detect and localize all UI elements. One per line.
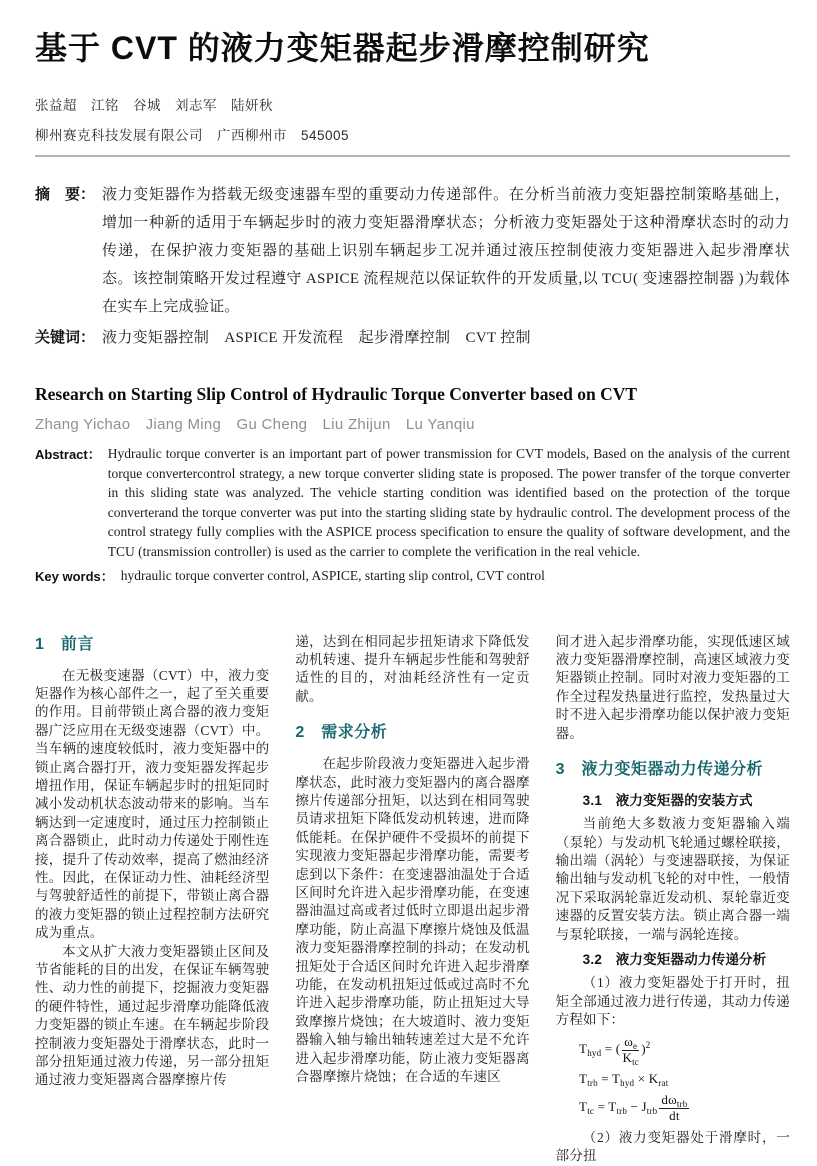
formula-rhs-sub: trb — [646, 1106, 658, 1117]
numerator-sub: e — [633, 1041, 638, 1052]
formula-lhs: T — [579, 1099, 588, 1115]
formula-power: 2 — [645, 1040, 651, 1051]
formula-lhs: T — [579, 1041, 588, 1057]
formula-turbine-torque — [579, 1071, 790, 1087]
formula-eq: = ( — [604, 1041, 621, 1057]
numerator-sub: trb — [676, 1099, 688, 1110]
english-title: Research on Starting Slip Control of Hydraulic Torque Converter based on CVT — [35, 384, 638, 404]
paragraph: 本文从扩大液力变矩器锁止区间及节省能耗的目的出发，在保证车辆驾驶性、动力性的前提下，挖掘液力变矩器的硬件特性，通过起步滑摩功能降低液力变矩器的锁止车速。在车辆起步阶段控制液力变矩器处于滑摩状态，此时一部分扭矩通过液力传递，另一部分扭矩通过液力变矩器离合器摩擦片传 — [35, 943, 270, 1088]
abstract-cn-label: 摘 要： — [35, 186, 96, 203]
fraction-numerator — [659, 1093, 689, 1108]
fraction-numerator — [622, 1035, 639, 1050]
abstract-en-row — [35, 444, 790, 561]
paragraph: （1）液力变矩器处于打开时，扭矩全部通过液力进行传递，其动力传递方程如下： — [555, 975, 790, 1028]
denominator-sub: tc — [632, 1056, 640, 1067]
abstract-cn-block — [35, 181, 790, 321]
formula-lhs: T — [579, 1071, 588, 1087]
paragraph: 在起步阶段液力变矩器进入起步滑摩状态，此时液力变矩器内的离合器摩擦片传递部分扭矩，以达到在相同驾驶员请求扭矩下降低发动机转速，进而降低能耗。在保护硬件不受损坏的前提下实现液力变矩器起步滑摩功能，需要考虑到以下条件：在变速器油温处于合适区间时允许进入起步滑摩功能，在变速器油温过高或者过低时立即退出起步滑摩功能，防止高温下摩擦片烧蚀及低温液力变矩器滑摩控制的抖动；在发动机扭矩处于合适区间时允许进入起步滑摩功能，在发动机扭矩过低或过高时不允许进入起步滑摩功能，防止扭矩过大导致摩擦片烧蚀；在大坡道时、液力变矩器输入轴与输出轴转速差过大是不允许进入起步滑摩功能，防止液力变矩器离合器摩擦片烧蚀；在合适的车速区 — [295, 756, 530, 1085]
paragraph-continuation: 递，达到在相同起步扭矩请求下降低发动机转速、提升车辆起步性能和驾驶舒适性的目的，对油耗经济性有一定贡献。 — [295, 633, 530, 704]
formula-converter-torque — [579, 1093, 790, 1123]
formula-rhs-sub: rat — [658, 1078, 669, 1089]
paragraph: 在无极变速器（CVT）中，液力变矩器作为核心部件之一，起了至关重要的作用。目前带锁止离合器的液力变矩器广泛应用在无级变速器（CVT）中。当车辆的速度较低时，液力变矩器中的锁止离合器打开，液力变矩器发挥起步增扭作用，保证车辆起步时的扭矩同时减小发动机状态波动带来的影响。当车辆达到一定速度时，通过压力控制锁止离合器锁止，此时动力传递处于刚性连接，提升了传动效率，提高了燃油经济性。因此，在保证动力性、油耗经济型与驾驶舒适性的前提下，带锁止离合器的液力变矩器的锁止过程控制方法研究成为重点。 — [35, 667, 270, 941]
formula-hydraulic-torque — [579, 1035, 790, 1065]
english-authors: Zhang Yichao Jiang Ming Gu Cheng Liu Zhijun Lu Yanqiu — [35, 416, 475, 433]
formula-lhs-sub: hyd — [587, 1048, 602, 1059]
keywords-en-label: Key words： — [35, 569, 114, 584]
denominator-base: K — [622, 1049, 633, 1065]
formula-mid-sub: trb — [616, 1106, 628, 1117]
keywords-cn-text: 液力变矩器控制 ASPICE 开发流程 起步滑摩控制 CVT 控制 — [102, 330, 531, 346]
formula-mid-sub: hyd — [620, 1078, 635, 1089]
paragraph: （2）液力变矩器处于滑摩时，一部分扭 — [555, 1129, 790, 1164]
paragraph-continuation: 间才进入起步滑摩功能，实现低速区域液力变矩器滑摩控制，高速区域液力变矩器锁止控制。同时对液力变矩器的工作全过程发热量进行监控，发热量过大时不进入起步滑摩功能以保护液力变矩器。 — [555, 633, 790, 741]
keywords-cn-label: 关键词： — [35, 329, 96, 346]
affiliation-line: 柳州赛克科技发展有限公司 广西柳州市 545005 — [35, 128, 350, 143]
page-title: 基于 CVT 的液力变矩器起步滑摩控制研究 — [35, 30, 650, 66]
formula-lhs-sub: tc — [587, 1106, 595, 1117]
formula-lhs-sub: trb — [587, 1078, 598, 1089]
abstract-en-text: Hydraulic torque converter is an important part of power transmission for CVT models, Based on the analysis of the current torque convertercontrol strategy, a new torque converter sliding state is proposed. The power transfer of the torque converter in this sliding state was analyzed. The vehicle starting condition was identified based on the protection of the torque converterand the torque converter was put into the starting sliding state by hydraulic control. The development process of the control strategy fully complies with the ASPICE process specification to ensure the quality of software development, and the TCU (transmission controller) is used as the carrier to complete the verification in the real vehicle. — [107, 446, 790, 559]
numerator-base: dω — [661, 1092, 677, 1108]
section-heading-1: 1 前言 — [35, 635, 94, 653]
formula-close: ) — [641, 1041, 646, 1057]
keywords-en-text: hydraulic torque converter control, ASPICE, starting slip control, CVT control — [120, 568, 545, 583]
formula-eq: = T — [597, 1099, 617, 1115]
column-1 — [35, 633, 269, 1087]
abstract-en-label: Abstract： — [35, 447, 101, 462]
paragraph: 当前绝大多数液力变矩器输入端（泵轮）与发动机飞轮通过螺栓联接，输出端（涡轮）与变速器联接，为保证输出轴与发动机飞轮的对中性，一般情况下采取涡轮靠近发动机、泵轮靠近变速器的反置安装方法。锁止离合器一端与泵轮联接，一端与涡轮连接。 — [555, 816, 790, 942]
formula-eq: = T — [601, 1071, 621, 1087]
fraction — [659, 1093, 689, 1123]
fraction-denominator: dt — [669, 1107, 680, 1123]
section-heading-3: 3 液力变矩器动力传递分析 — [555, 760, 764, 778]
keywords-en-row — [35, 566, 790, 587]
section-heading-2: 2 需求分析 — [295, 724, 388, 742]
keywords-cn-block — [35, 324, 790, 352]
divider-rule — [35, 155, 790, 157]
abstract-cn-text: 液力变矩器作为搭载无级变速器车型的重要动力传递部件。在分析当前液力变矩器控制策略基础上，增加一种新的适用于车辆起步时的液力变矩器滑摩状态；分析液力变矩器处于这种滑摩状态时的动力传递，在保护液力变矩器的基础上识别车辆起步工况并通过液压控制使液力变矩器进入起步滑摩状态。该控制策略开发过程遵守 ASPICE 流程规范以保证软件的开发质量,以 TCU( 变速器控制器 )为载体在实车上完成验证。 — [102, 187, 790, 315]
subsection-heading-3-2: 3.2 液力变矩器动力传递分析 — [582, 952, 767, 967]
formula-op: × K — [637, 1071, 659, 1087]
abstract-en-block — [35, 384, 790, 587]
subsection-heading-3-1: 3.1 液力变矩器的安装方式 — [582, 792, 753, 808]
fraction-denominator — [622, 1051, 639, 1065]
fraction — [622, 1035, 639, 1065]
numerator-base: ω — [624, 1034, 634, 1050]
formula-op: − J — [630, 1099, 647, 1115]
authors-line: 张益超 江铭 谷城 刘志军 陆妍秋 — [35, 98, 273, 113]
column-2 — [295, 633, 529, 1087]
